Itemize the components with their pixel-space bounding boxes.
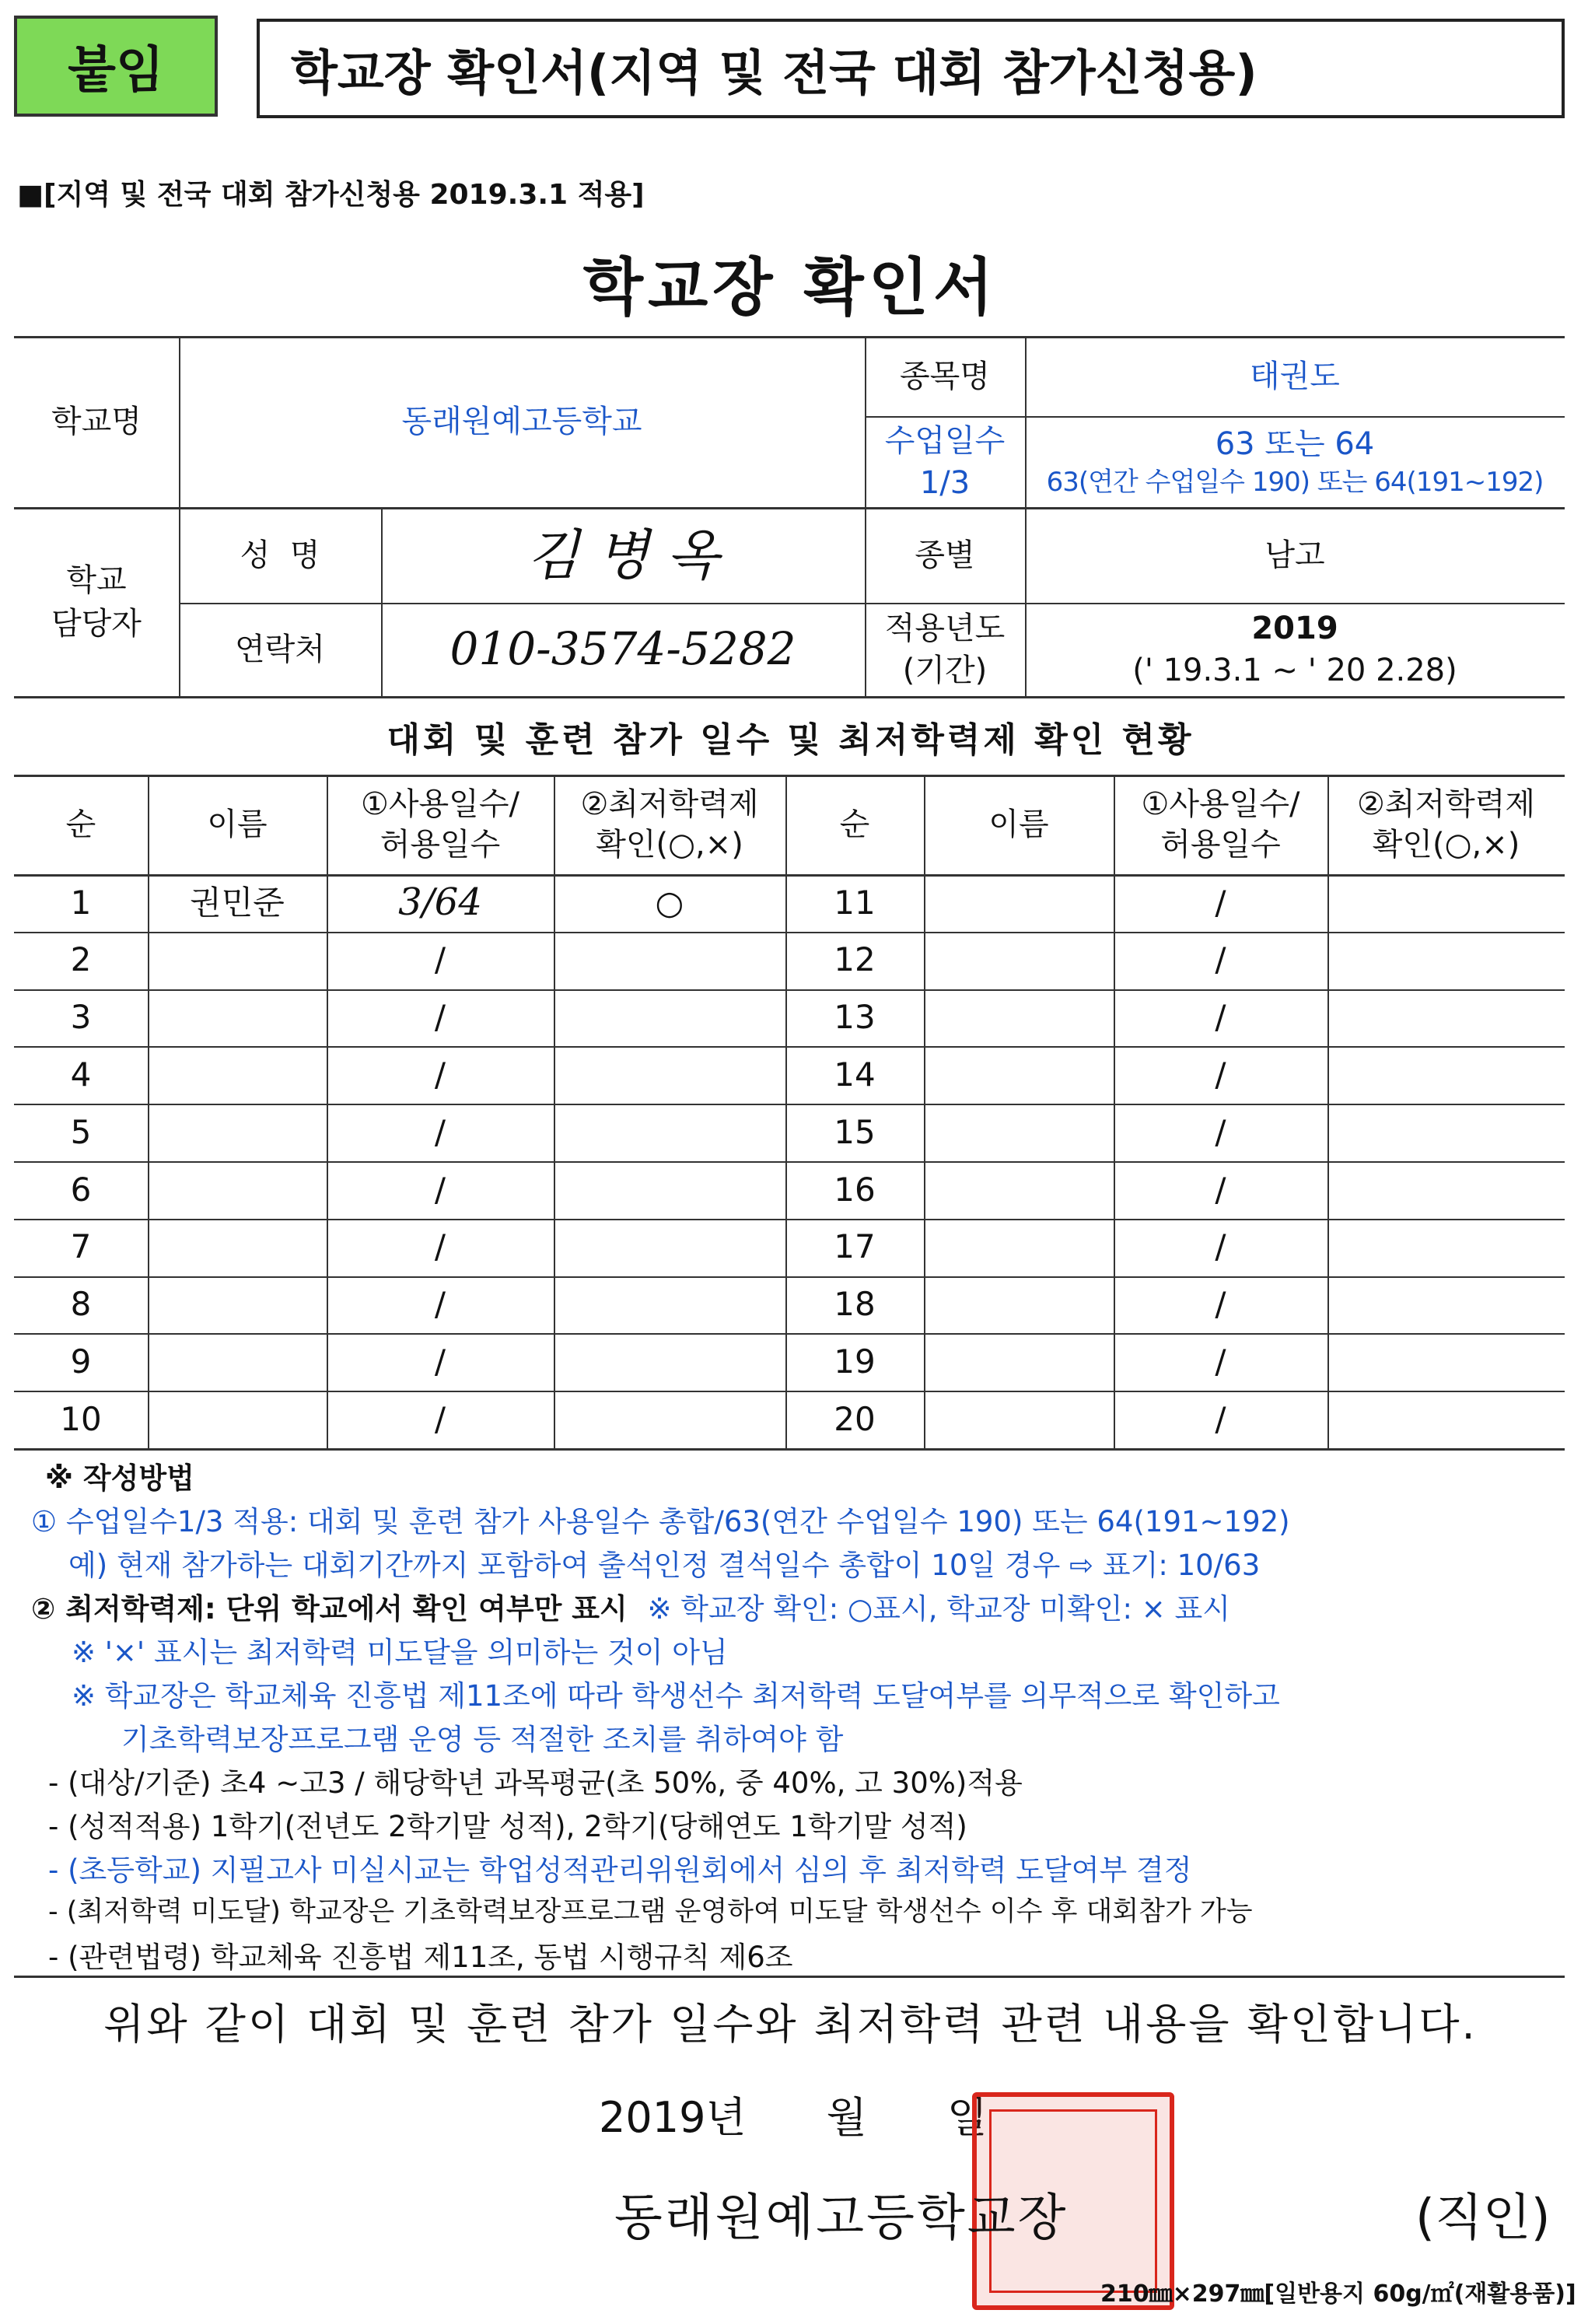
row-right-7-no: 17 [834, 1227, 876, 1266]
applied-note: ■[지역 및 전국 대회 참가신청용 2019.3.1 적용] [17, 179, 645, 211]
class-days-label-line2: 1/3 [919, 464, 971, 501]
row-left-3-name [148, 989, 327, 1047]
row-right-9-days: / [1215, 1342, 1226, 1381]
header-days-right-line2: 허용일수 [1160, 827, 1281, 863]
staff-label-line1: 학교 [66, 562, 127, 598]
school-name-value: 동래원예고등학교 [401, 404, 642, 439]
class-days-label-line1: 수업일수 [884, 422, 1006, 459]
row-right-2-no: 12 [834, 940, 876, 979]
row-left-4-name [148, 1046, 327, 1104]
row-left-9-check [554, 1333, 785, 1391]
sport-value: 태권도 [1250, 358, 1340, 394]
principal-name: 동래원예고등학교장 [614, 2189, 1069, 2247]
header-no-right: 순 [839, 807, 870, 842]
method-line-10: - (최저학력 미도달) 학교장은 기초학력보장프로그램 운영하여 미도달 학생선수 이수 후 대회참가 가능 [48, 1896, 1253, 1927]
header-days-right [1114, 775, 1327, 874]
year-label-line1: 적용년도 [884, 611, 1006, 646]
row-left-4-check [554, 1046, 785, 1104]
row-right-1-check [1327, 874, 1565, 932]
row-left-10-check [554, 1391, 785, 1448]
row-right-3-no: 13 [834, 998, 876, 1037]
row-left-10-name [148, 1391, 327, 1448]
row-right-9-check [1327, 1333, 1565, 1391]
row-right-10-days: / [1215, 1399, 1226, 1438]
row-left-9-days: / [434, 1342, 446, 1381]
confirmation-text: 위와 같이 대회 및 훈련 참가 일수와 최저학력 관련 내용을 확인합니다. [103, 2000, 1478, 2049]
class-days-label [865, 416, 1025, 507]
year-value-line2: (' 19.3.1 ~ ' 20 2.28) [1132, 653, 1457, 688]
row-right-5-check [1327, 1104, 1565, 1161]
row-right-4-name [924, 1046, 1114, 1104]
row-right-8-check [1327, 1276, 1565, 1334]
row-left-5-name [148, 1104, 327, 1161]
method-line-3b: ※ 학교장 확인: ○표시, 학교장 미확인: × 표시 [647, 1592, 1230, 1626]
header-days-right-line1: ①사용일수/ [1141, 786, 1300, 822]
class-days-value-line2: 63(연간 수업일수 190) 또는 64(191~192) [1046, 466, 1544, 498]
header-name-right: 이름 [988, 807, 1049, 842]
header-days-left-line1: ①사용일수/ [361, 786, 519, 822]
attachment-badge: 붙임 [14, 16, 218, 117]
row-right-2-name [924, 932, 1114, 989]
row-right-4-check [1327, 1046, 1565, 1104]
row-left-1-days: 3/64 [398, 880, 482, 925]
row-right-3-days: / [1215, 998, 1226, 1037]
row-right-6-days: / [1215, 1170, 1226, 1209]
row-left-7-name [148, 1219, 327, 1276]
row-right-10-name [924, 1391, 1114, 1448]
method-line-3 [31, 1585, 1230, 1627]
row-left-2-name [148, 932, 327, 989]
row-right-7-name [924, 1219, 1114, 1276]
row-right-9-name [924, 1333, 1114, 1391]
row-right-1-name [924, 874, 1114, 932]
row-left-8-name [148, 1276, 327, 1334]
row-right-6-name [924, 1161, 1114, 1219]
method-line-9: - (초등학교) 지필고사 미실시교는 학업성적관리위원회에서 심의 후 최저학력 도달여부 결정 [48, 1853, 1192, 1887]
header-check-right [1327, 775, 1565, 874]
class-days-value [1025, 416, 1565, 507]
gender-label: 종별 [915, 537, 975, 573]
gender-value: 남고 [1264, 537, 1325, 573]
row-right-10-no: 20 [834, 1399, 876, 1438]
staff-label-line2: 담당자 [51, 605, 142, 642]
row-left-3-check [554, 989, 785, 1047]
row-left-7-check [554, 1219, 785, 1276]
header-check-left-line2: 확인(○,×) [596, 827, 743, 863]
row-left-9-name [148, 1333, 327, 1391]
row-right-5-name [924, 1104, 1114, 1161]
row-left-1-check: ○ [655, 883, 684, 922]
row-right-2-check [1327, 932, 1565, 989]
school-name-label: 학교명 [51, 404, 142, 439]
row-left-8-check [554, 1276, 785, 1334]
handwritten-contact: 010-3574-5282 [449, 622, 796, 676]
row-right-1-days: / [1215, 883, 1226, 922]
row-right-8-days: / [1215, 1285, 1226, 1324]
staff-label [14, 507, 179, 696]
row-left-10-days: / [434, 1399, 446, 1438]
row-right-6-check [1327, 1161, 1565, 1219]
sport-label: 종목명 [900, 358, 990, 394]
method-line-6: 기초학력보장프로그램 운영 등 적절한 조치를 취하여야 함 [121, 1723, 844, 1756]
row-right-6-no: 16 [834, 1170, 876, 1209]
year-value-line1: 2019 [1251, 611, 1338, 646]
header-check-left-line1: ②최저학력제 [580, 786, 759, 822]
row-left-3-days: / [434, 998, 446, 1037]
document-title: 학교장 확인서 [582, 251, 999, 324]
row-left-6-no: 6 [70, 1170, 92, 1209]
row-left-5-days: / [434, 1112, 446, 1151]
row-right-5-no: 15 [834, 1112, 876, 1151]
header-name-left: 이름 [207, 807, 268, 842]
row-left-3-no: 3 [70, 998, 92, 1037]
header-days-left-line2: 허용일수 [380, 827, 501, 863]
row-right-4-days: / [1215, 1055, 1226, 1094]
method-line-3a: ② 최저학력제: 단위 학교에서 확인 여부만 표시 [31, 1592, 628, 1626]
header-days-left [327, 775, 554, 874]
name-label: 성 명 [240, 537, 320, 573]
row-left-6-days: / [434, 1170, 446, 1209]
method-line-8: - (성적적용) 1학기(전년도 2학기말 성적), 2학기(당해연도 1학기말 성적) [48, 1810, 967, 1843]
row-left-10-no: 10 [60, 1399, 102, 1438]
handwritten-name: 김 병 옥 [526, 523, 719, 587]
row-right-7-check [1327, 1219, 1565, 1276]
row-left-4-no: 4 [70, 1055, 92, 1094]
row-right-5-days: / [1215, 1112, 1226, 1151]
row-left-6-check [554, 1161, 785, 1219]
row-left-6-name [148, 1161, 327, 1219]
row-right-10-check [1327, 1391, 1565, 1448]
row-right-3-name [924, 989, 1114, 1047]
header-check-right-line2: 확인(○,×) [1372, 827, 1520, 863]
year-label [865, 603, 1025, 696]
method-line-11: - (관련법령) 학교체육 진흥법 제11조, 동법 시행규칙 제6조 [48, 1941, 793, 1974]
row-right-1-no: 11 [834, 883, 876, 922]
row-left-5-no: 5 [70, 1112, 92, 1151]
paper-spec: 210㎜×297㎜[일반용지 60g/㎡(재활용품)] [1100, 2280, 1576, 2308]
row-left-8-no: 8 [70, 1285, 92, 1324]
row-left-4-days: / [434, 1055, 446, 1094]
row-left-8-days: / [434, 1285, 446, 1324]
header-check-left [554, 775, 785, 874]
row-left-2-days: / [434, 940, 446, 979]
method-line-2: 예) 현재 참가하는 대회기간까지 포함하여 출석인정 결석일수 총합이 10일 경우 ⇨ 표기: 10/63 [68, 1549, 1261, 1582]
header-title: 학교장 확인서(지역 및 전국 대회 참가신청용) [257, 19, 1565, 118]
row-left-2-check [554, 932, 785, 989]
row-left-1-name: 권민준 [190, 883, 285, 922]
method-line-4: ※ '×' 표시는 최저학력 미도달을 의미하는 것이 아님 [72, 1636, 728, 1669]
row-right-7-days: / [1215, 1227, 1226, 1266]
header-no-left: 순 [65, 807, 96, 842]
row-left-7-days: / [434, 1227, 446, 1266]
method-line-7: - (대상/기준) 초4 ~고3 / 해당학년 과목평균(초 50%, 중 40%, 고 30%)적용 [48, 1766, 1023, 1800]
row-right-8-name [924, 1276, 1114, 1334]
row-left-9-no: 9 [70, 1342, 92, 1381]
year-label-line2: (기간) [902, 653, 988, 688]
row-left-5-check [554, 1104, 785, 1161]
row-right-2-days: / [1215, 940, 1226, 979]
method-title: ※ 작성방법 [45, 1461, 194, 1495]
contact-label: 연락처 [235, 632, 325, 667]
header-check-right-line1: ②최저학력제 [1356, 786, 1536, 822]
section-title: 대회 및 훈련 참가 일수 및 최저학력제 확인 현황 [387, 720, 1194, 760]
row-right-4-no: 14 [834, 1055, 876, 1094]
class-days-value-line1: 63 또는 64 [1215, 425, 1375, 462]
year-value [1025, 603, 1565, 696]
date-line: 2019년 월 일 [599, 2093, 988, 2142]
seal-label: (직인) [1415, 2189, 1551, 2247]
row-left-2-no: 2 [70, 940, 92, 979]
row-left-7-no: 7 [70, 1227, 92, 1266]
row-right-9-no: 19 [834, 1342, 876, 1381]
row-left-1-no: 1 [70, 883, 92, 922]
method-line-1: ① 수업일수1/3 적용: 대회 및 훈련 참가 사용일수 총합/63(연간 수업일수 190) 또는 64(191~192) [31, 1505, 1290, 1538]
row-right-8-no: 18 [834, 1285, 876, 1324]
method-line-5: ※ 학교장은 학교체육 진흥법 제11조에 따라 학생선수 최저학력 도달여부를 의무적으로 확인하고 [72, 1679, 1280, 1713]
row-right-3-check [1327, 989, 1565, 1047]
